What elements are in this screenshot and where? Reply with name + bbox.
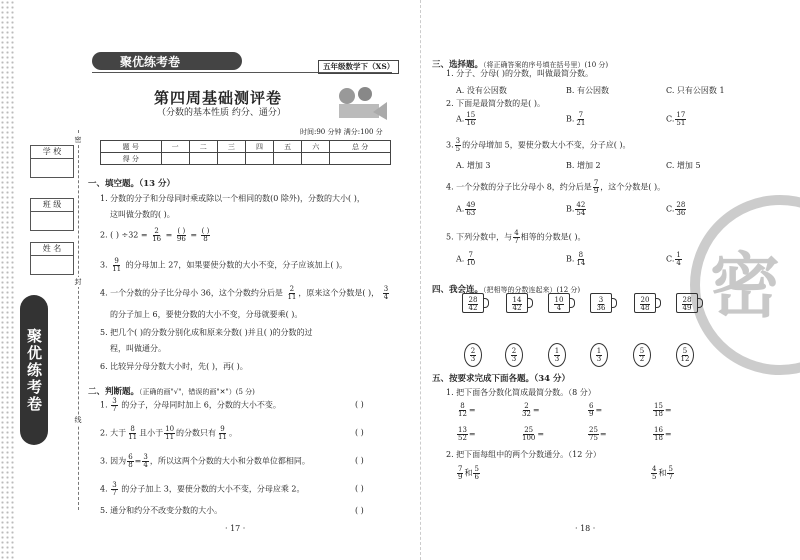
fraction: $\frac{28}{36}$ xyxy=(676,201,686,217)
option[interactable]: C. $\frac{1}{4}$ xyxy=(666,251,681,267)
simplify-item[interactable]: $\frac{25}{100}$ = xyxy=(522,426,545,442)
section2-heading: 二、判断题。（正确的画"√"，错误的画"✕"）(5 分) xyxy=(88,387,255,397)
score-table xyxy=(100,140,391,165)
brand-logo-vertical: 聚优练考卷 xyxy=(20,295,48,445)
kids-illustration-icon xyxy=(333,82,388,122)
school-label: 学 校 xyxy=(31,146,73,159)
s1-q4c: 的分子加上 6，要使分数的大小不变，分母就要乘( )。 xyxy=(110,310,303,319)
score-cell[interactable] xyxy=(245,153,273,165)
simplify-item[interactable]: $\frac{16}{18}$ = xyxy=(654,426,672,442)
score-cell[interactable] xyxy=(330,153,391,165)
s1-q2: 2. ( ) ÷32 = $\frac{2}{16}$ = $\frac{( )}{96}$ = $\frac{( )}{8}$ xyxy=(100,227,210,243)
s5-p1: 1. 把下面各分数化简成最简分数。（8 分） xyxy=(446,388,596,397)
s3-q1: 1. 分子、分母( )的分数，叫做最简分数。 xyxy=(446,69,593,78)
oval-fraction[interactable]: $\frac{1}{3}$ xyxy=(548,343,566,367)
fraction: $\frac{3}{7}$ xyxy=(112,481,117,497)
s3-q4: 4. 一个分数的分子比分母小 8，约分后是 $\frac{7}{9}$ ，这个分数是( )。 xyxy=(446,179,666,195)
fraction: $\frac{17}{51}$ xyxy=(676,111,686,127)
fraction: $\frac{3}{4}$ xyxy=(143,453,148,469)
section5-heading: 五、按要求完成下面各题。（34 分） xyxy=(432,374,571,384)
simplify-item[interactable]: $\frac{25}{75}$ = xyxy=(589,426,607,442)
score-head: 二 xyxy=(189,141,217,153)
s1-q1a: 1. 分数的分子和分母同时乘或除以一个相同的数(0 除外)，分数的大小( )， xyxy=(100,194,365,203)
mug-fraction[interactable]: $\frac{28}{49}$ xyxy=(676,293,698,313)
option[interactable]: A. $\frac{15}{16}$ xyxy=(456,111,476,127)
time-info: 时间:90 分钟 满分:100 分 xyxy=(300,128,383,136)
name-field[interactable] xyxy=(31,256,73,274)
simplify-item[interactable]: $\frac{13}{52}$ = xyxy=(458,426,476,442)
fraction: $\frac{4}{7}$ xyxy=(514,229,519,245)
score-cell[interactable] xyxy=(302,153,330,165)
fraction: $\frac{3}{4}$ xyxy=(383,285,389,301)
mug-fraction[interactable]: $\frac{14}{42}$ xyxy=(506,293,528,313)
score-head: 题 号 xyxy=(101,141,162,153)
fraction: $\frac{3}{7}$ xyxy=(112,397,117,413)
brand-text: 聚优练考卷 xyxy=(120,55,181,69)
score-cell[interactable] xyxy=(274,153,302,165)
fraction: $\frac{7}{21}$ xyxy=(576,111,586,127)
answer-paren[interactable]: ( ) xyxy=(355,484,364,493)
page-subtitle: （分数的基本性质 约分、通分） xyxy=(157,108,286,118)
oval-fraction[interactable]: $\frac{1}{3}$ xyxy=(590,343,608,367)
score-head: 一 xyxy=(161,141,189,153)
simplify-item[interactable]: $\frac{8}{12}$ = xyxy=(458,402,476,418)
score-cell[interactable] xyxy=(189,153,217,165)
option[interactable]: B. 有公因数 xyxy=(566,86,609,95)
answer-paren[interactable]: ( ) xyxy=(355,506,364,515)
fraction: $\frac{49}{63}$ xyxy=(466,201,476,217)
fraction: $\frac{9}{11}$ xyxy=(112,257,122,273)
s3-q5: 5. 下列分数中，与 $\frac{4}{7}$ 相等的分数是( )。 xyxy=(446,229,586,245)
page-divider xyxy=(420,0,421,560)
answer-paren[interactable]: ( ) xyxy=(355,428,364,437)
score-cell[interactable] xyxy=(217,153,245,165)
s1-q5b: 程，叫做通分。 xyxy=(110,344,166,353)
answer-paren[interactable]: ( ) xyxy=(355,456,364,465)
fraction: $\frac{3}{5}$ xyxy=(455,137,461,153)
s1-q1b: 这叫做分数的( )。 xyxy=(110,210,175,219)
mug-fraction[interactable]: $\frac{10}{4}$ xyxy=(548,293,570,313)
score-head: 六 xyxy=(302,141,330,153)
s2-q3: 3. 因为 $\frac{6}{8}$ = $\frac{3}{4}$ ，所以这两个分数的大小和分数单位都相同。 xyxy=(100,453,310,469)
class-label: 班 级 xyxy=(31,199,73,212)
option[interactable]: A. $\frac{49}{63}$ xyxy=(456,201,476,217)
fraction: $\frac{8}{11}$ xyxy=(128,425,138,441)
fraction: $\frac{8}{14}$ xyxy=(576,251,586,267)
section3-heading: 三、选择题。（将正确答案的序号填在括号里）(10 分) xyxy=(432,60,609,70)
score-head: 总 分 xyxy=(330,141,391,153)
option[interactable]: B. $\frac{42}{54}$ xyxy=(566,201,586,217)
stamp-text: 密 xyxy=(710,245,780,327)
simplify-item[interactable]: $\frac{6}{9}$ = xyxy=(589,402,603,418)
fraction: $\frac{( )}{8}$ xyxy=(201,227,210,243)
school-box xyxy=(30,145,74,178)
cut-line xyxy=(78,130,79,510)
common-denominator-item[interactable]: $\frac{7}{9}$ 和 $\frac{5}{6}$ xyxy=(458,465,479,481)
option[interactable]: A. 没有公因数 xyxy=(456,86,507,95)
fraction: $\frac{10}{11}$ xyxy=(165,425,175,441)
mug-fraction[interactable]: $\frac{20}{48}$ xyxy=(634,293,656,313)
option[interactable]: C. 只有公因数 1 xyxy=(666,86,725,95)
cut-label-mi: 密 xyxy=(74,136,82,144)
section1-heading: 一、填空题。（13 分） xyxy=(88,179,176,189)
score-head: 四 xyxy=(245,141,273,153)
score-head: 三 xyxy=(217,141,245,153)
common-denominator-item[interactable]: $\frac{4}{5}$ 和 $\frac{5}{7}$ xyxy=(652,465,673,481)
score-row-label: 得 分 xyxy=(101,153,162,165)
s1-q5a: 5. 把几个( )的分数分别化成和原来分数( )并且( )的分数的过 xyxy=(100,328,313,337)
oval-fraction[interactable]: $\frac{2}{3}$ xyxy=(505,343,523,367)
s3-q2: 2. 下面是最简分数的是( )。 xyxy=(446,99,545,108)
brand-logo xyxy=(92,52,242,70)
cut-label-feng: 封 xyxy=(74,278,82,286)
option[interactable]: C. 增加 5 xyxy=(666,161,701,170)
option[interactable]: A. 增加 3 xyxy=(456,161,491,170)
cut-label-xian: 线 xyxy=(74,416,82,424)
option[interactable]: C. $\frac{28}{36}$ xyxy=(666,201,686,217)
school-field[interactable] xyxy=(31,159,73,177)
s1-q4: 4. 一个分数的分子比分母小 36，这个分数约分后是 $\frac{2}{11}$ ，原来这个分数是( )， $\frac{3}{4}$ xyxy=(100,285,389,301)
fraction: $\frac{2}{16}$ xyxy=(152,227,162,243)
oval-fraction[interactable]: $\frac{5}{12}$ xyxy=(676,343,694,367)
fraction: $\frac{2}{11}$ xyxy=(287,285,297,301)
s1-q6: 6. 比较异分母分数大小时，先( )，再( )。 xyxy=(100,362,248,371)
score-cell[interactable] xyxy=(161,153,189,165)
page-number-right: · 18 · xyxy=(575,524,596,533)
fraction: $\frac{( )}{96}$ xyxy=(176,227,186,243)
option[interactable]: A. $\frac{7}{10}$ xyxy=(456,251,476,267)
s2-q2: 2. 大于 $\frac{8}{11}$ 且小于 $\frac{10}{11}$ 的分数只有 $\frac{9}{11}$ 。 xyxy=(100,425,237,441)
s5-p2: 2. 把下面每组中的两个分数通分。（12 分） xyxy=(446,450,601,459)
fraction: $\frac{6}{8}$ xyxy=(128,453,133,469)
class-field[interactable] xyxy=(31,212,73,230)
fraction: $\frac{7}{9}$ xyxy=(593,179,599,195)
name-box xyxy=(30,242,74,275)
option[interactable]: B. $\frac{8}{14}$ xyxy=(566,251,586,267)
fraction: $\frac{42}{54}$ xyxy=(576,201,586,217)
name-label: 姓 名 xyxy=(31,243,73,256)
s3-q3: 3. $\frac{3}{5}$ 的分母增加 5，要使分数大小不变，分子应( )。 xyxy=(446,137,631,153)
grade-label: 五年级数学下（XS） xyxy=(318,60,399,74)
option[interactable]: B. $\frac{7}{21}$ xyxy=(566,111,586,127)
fraction: $\frac{9}{11}$ xyxy=(218,425,227,441)
class-box xyxy=(30,198,74,231)
s2-q4: 4. $\frac{3}{7}$ 的分子加上 3，要使分数的大小不变，分母应乘 2。 xyxy=(100,481,305,497)
s1-q2-pre: 2. ( ) ÷32 = xyxy=(100,230,148,240)
answer-paren[interactable]: ( ) xyxy=(355,400,364,409)
page-title: 第四周基础测评卷 xyxy=(154,89,283,107)
oval-fraction[interactable]: $\frac{2}{3}$ xyxy=(464,343,482,367)
fraction: $\frac{7}{10}$ xyxy=(466,251,476,267)
option[interactable]: C. $\frac{17}{51}$ xyxy=(666,111,686,127)
score-head: 五 xyxy=(274,141,302,153)
s2-q5: 5. 通分和约分不改变分数的大小。 xyxy=(100,506,223,515)
oval-fraction[interactable]: $\frac{5}{2}$ xyxy=(633,343,651,367)
simplify-item[interactable]: $\frac{2}{32}$ = xyxy=(522,402,540,418)
s2-q1: 1. $\frac{3}{7}$ 的分子，分母同时加上 6，分数的大小不变。 xyxy=(100,397,281,413)
simplify-item[interactable]: $\frac{15}{18}$ = xyxy=(654,402,672,418)
section4-heading: 四、我会连。（把相等的分数连起来）(12 分) xyxy=(432,285,581,295)
fraction: $\frac{1}{4}$ xyxy=(676,251,681,267)
dotted-margin xyxy=(0,0,16,560)
mug-fraction[interactable]: $\frac{3}{36}$ xyxy=(590,293,612,313)
page-number-left: · 17 · xyxy=(225,524,246,533)
s1-q3: 3. $\frac{9}{11}$ 的分母加上 27，如果要使分数的大小不变，分子应该加上( )。 xyxy=(100,257,348,273)
option[interactable]: B. 增加 2 xyxy=(566,161,601,170)
fraction: $\frac{15}{16}$ xyxy=(466,111,476,127)
mug-fraction[interactable]: $\frac{28}{42}$ xyxy=(462,293,484,313)
